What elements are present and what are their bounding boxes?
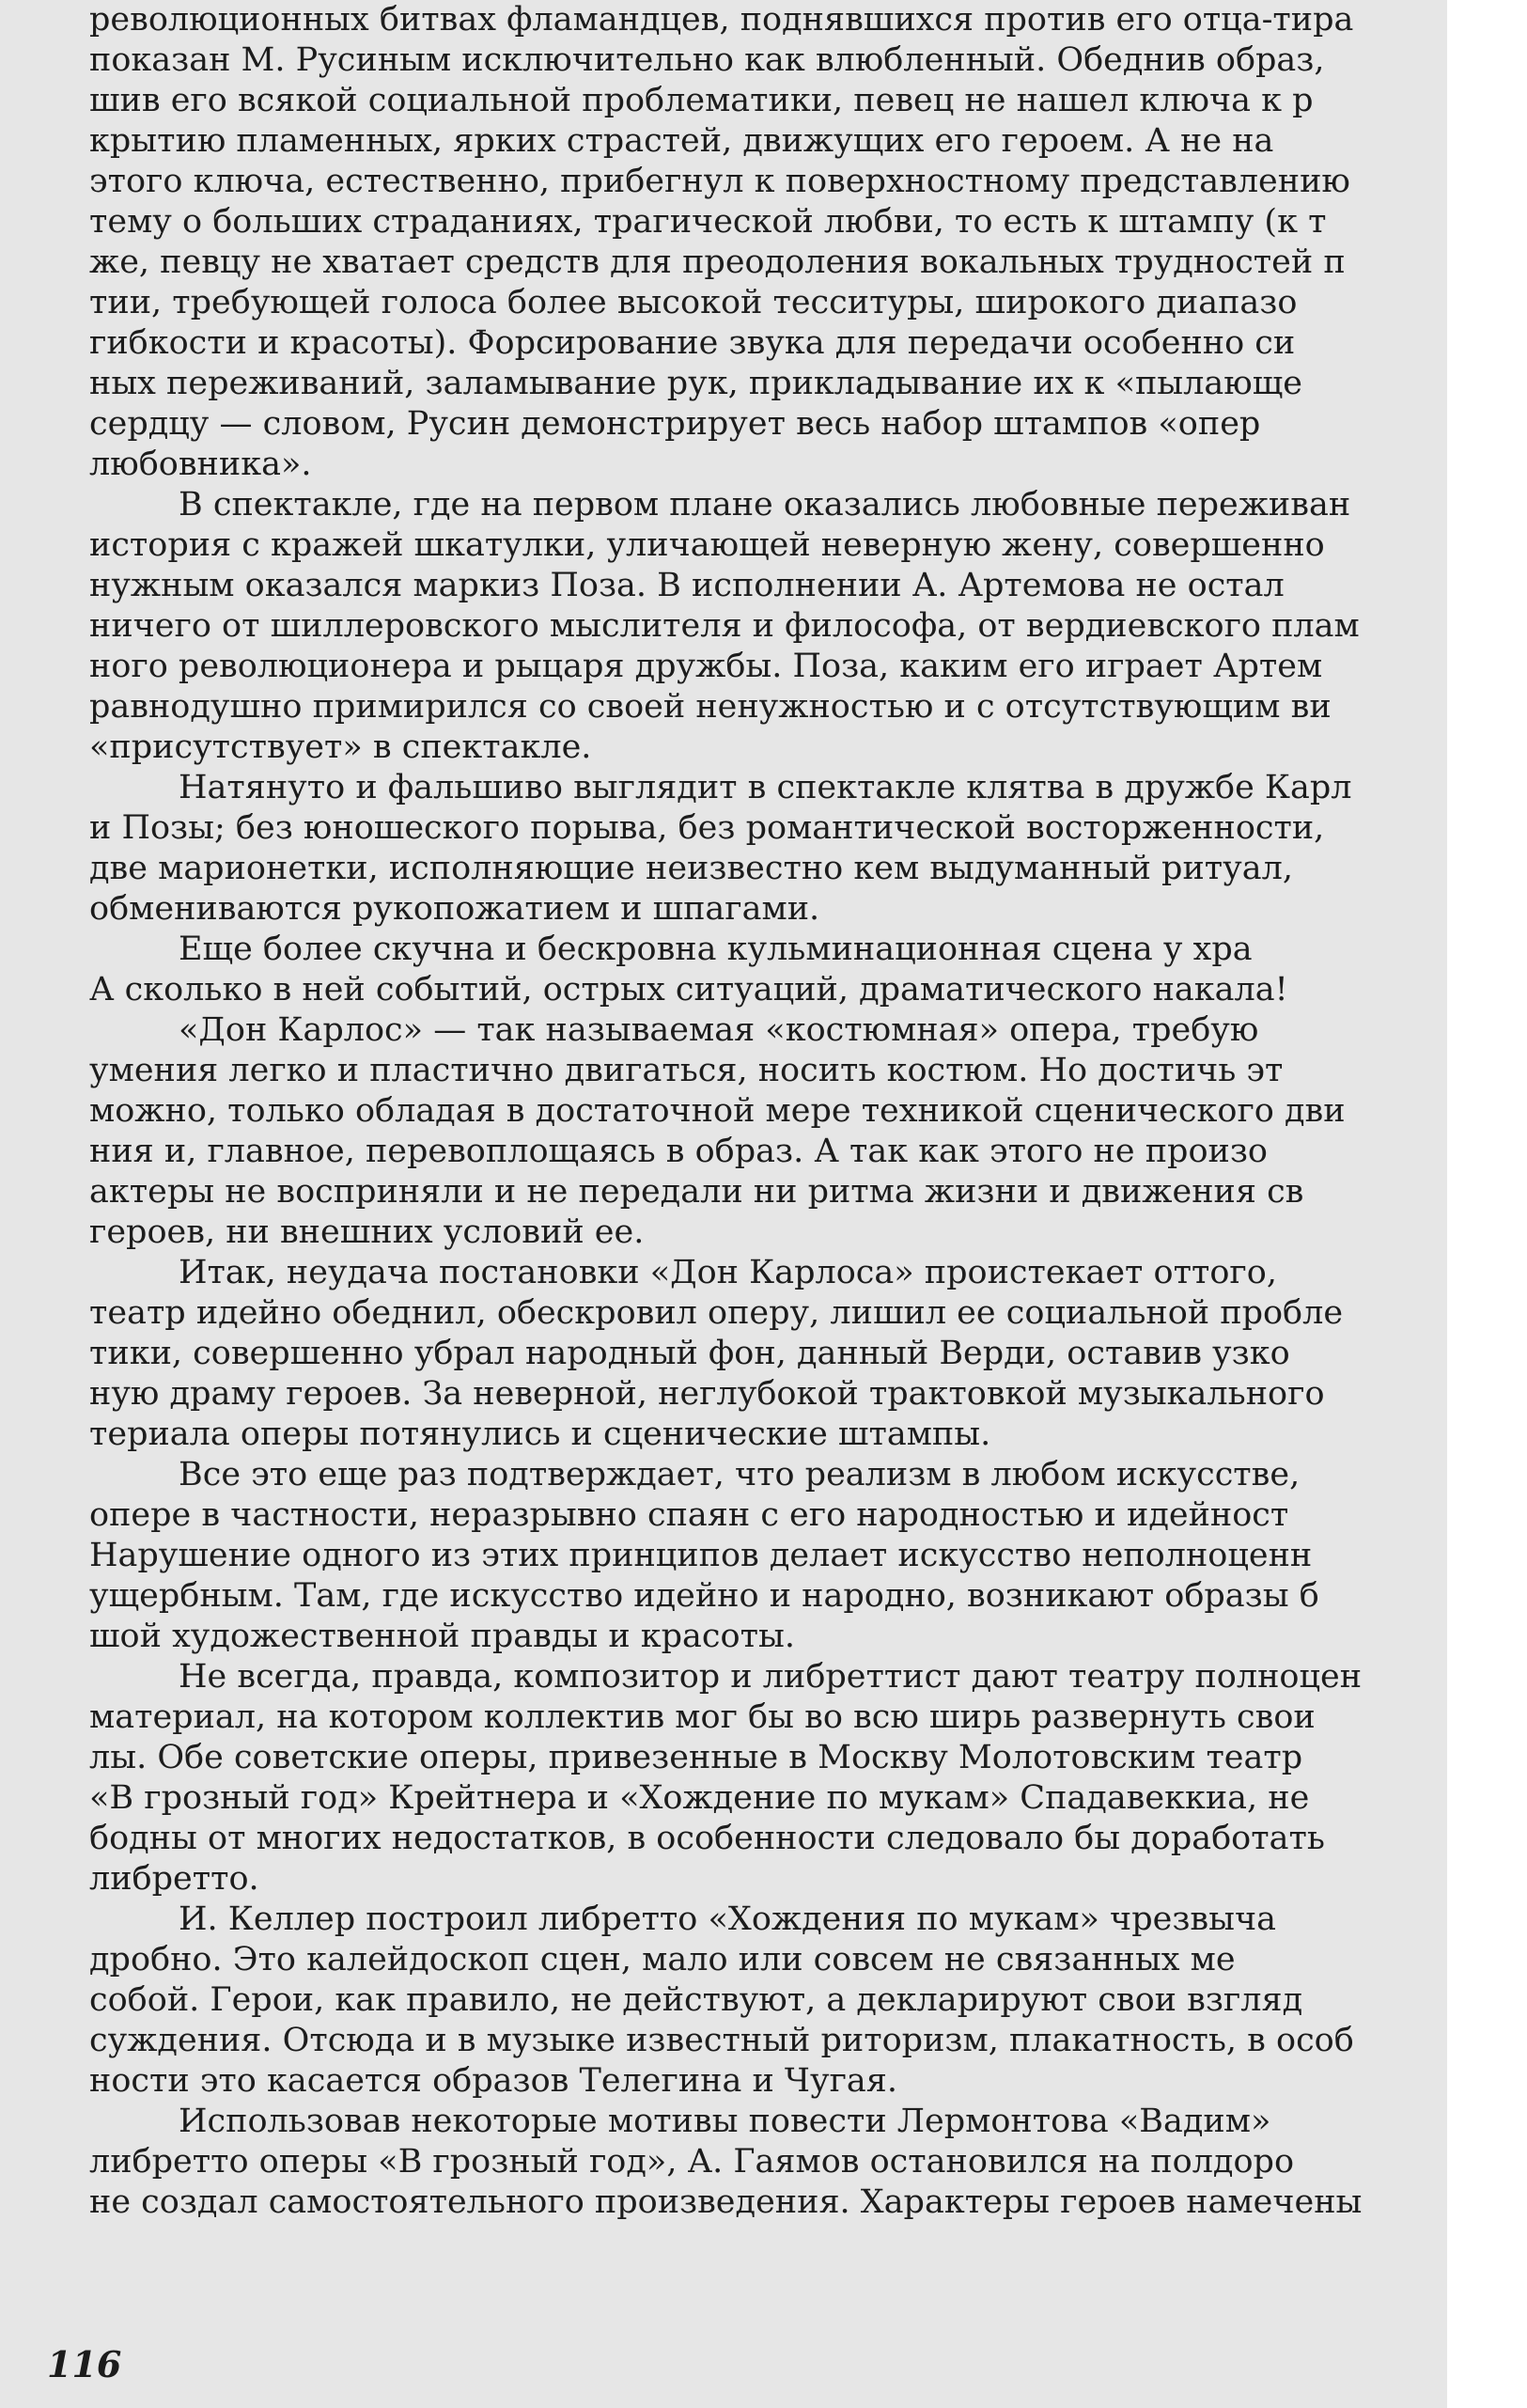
text-line: ущербным. Там, где искусство идейно и народно, возникают образы б — [89, 1577, 1319, 1615]
scan-margin — [1447, 0, 1527, 2408]
text-line: лы. Обе советские оперы, привезенные в Москву Молотовским театр — [89, 1739, 1303, 1776]
text-line: революционных битвах фламандцев, поднявшихся против его отца-тира — [89, 1, 1354, 39]
text-line: Итак, неудача постановки «Дон Карлоса» проистекает оттого, — [179, 1254, 1277, 1291]
text-line: ного революционера и рыцаря дружбы. Поза, каким его играет Артем — [89, 648, 1323, 685]
text-line: Нарушение одного из этих принципов делает искусство неполноценн — [89, 1537, 1313, 1574]
text-line: история с кражей шкатулки, уличающей неверную жену, совершенно — [89, 526, 1325, 564]
text-line: Не всегда, правда, композитор и либреттист дают театру полноцен — [179, 1658, 1363, 1696]
text-line: тии, требующей голоса более высокой тесситуры, широкого диапазо — [89, 284, 1298, 321]
text-line: ную драму героев. За неверной, неглубокой трактовкой музыкального — [89, 1375, 1325, 1413]
text-line: шив его всякой социальной проблематики, певец не нашел ключа к р — [89, 82, 1314, 119]
text-line: В спектакле, где на первом плане оказались любовные переживан — [179, 486, 1351, 524]
text-line: этого ключа, естественно, прибегнул к поверхностному представлению — [89, 163, 1350, 200]
body-text — [89, 0, 1447, 2223]
text-line: либретто. — [89, 1860, 259, 1898]
text-line: териала оперы потянулись и сценические штампы. — [89, 1415, 991, 1453]
text-line: ничего от шиллеровского мыслителя и философа, от вердиевского плам — [89, 607, 1360, 645]
text-line: любовника». — [89, 446, 312, 483]
text-line: театр идейно обеднил, обескровил оперу, лишил ее социальной пробле — [89, 1294, 1344, 1332]
text-line: ных переживаний, заламывание рук, прикладывание их к «пылающе — [89, 365, 1302, 402]
text-line: крытию пламенных, ярких страстей, движущих его героем. А не на — [89, 122, 1274, 160]
text-line: «Дон Карлос» — так называемая «костюмная» опера, требую — [179, 1011, 1259, 1049]
text-line: либретто оперы «В грозный год», А. Гаямов остановился на полдорo — [89, 2143, 1295, 2181]
text-line: обмениваются рукопожатием и шпагами. — [89, 890, 820, 928]
text-line: сердцу — словом, Русин демонстрирует весь набор штампов «опер — [89, 405, 1261, 443]
text-line: гибкости и красоты). Форсирование звука для передачи особенно си — [89, 324, 1296, 362]
text-line: «присутствует» в спектакле. — [89, 728, 592, 766]
text-line: И. Келлер построил либретто «Хождения по мукам» чрезвыча — [179, 1900, 1276, 1938]
text-line: шой художественной правды и красоты. — [89, 1618, 795, 1655]
text-line: суждения. Отсюда и в музыке известный риторизм, плакатность, в особ — [89, 2022, 1354, 2059]
text-line: можно, только обладая в достаточной мере техникой сценического дви — [89, 1092, 1346, 1130]
text-line: героев, ни внешних условий ее. — [89, 1213, 645, 1251]
text-line: же, певцу не хватает средств для преодоления вокальных трудностей п — [89, 243, 1346, 281]
text-line: нужным оказался маркиз Поза. В исполнении А. Артемова не остал — [89, 567, 1285, 604]
text-line: ния и, главное, перевоплощаясь в образ. А так как этого не произо — [89, 1133, 1269, 1170]
text-line: бодны от многих недостатков, в особенности следовало бы доработать — [89, 1820, 1325, 1857]
text-line: А сколько в ней событий, острых ситуаций, драматического накала! — [89, 971, 1288, 1009]
text-line: равнодушно примирился со своей ненужностью и с отсутствующим ви — [89, 688, 1332, 726]
text-line: тему о больших страданиях, трагической любви, то есть к штампу (к т — [89, 203, 1327, 241]
text-line: и Позы; без юношеского порыва, без романтической восторженности, — [89, 809, 1325, 847]
text-line: показан М. Русиным исключительно как влюбленный. Обеднив образ, — [89, 41, 1325, 79]
text-line: ности это касается образов Телегина и Чугая. — [89, 2062, 897, 2100]
page-number: 116 — [47, 2343, 122, 2385]
text-line: не создал самостоятельного произведения. Характеры героев намечены — [89, 2183, 1363, 2221]
text-line: тики, совершенно убрал народный фон, данный Верди, оставив узко — [89, 1335, 1290, 1372]
text-line: «В грозный год» Крейтнера и «Хождение по мукам» Спадавеккиа, не — [89, 1779, 1310, 1817]
text-line: умения легко и пластично двигаться, носить костюм. Но достичь эт — [89, 1052, 1284, 1089]
text-line: Натянуто и фальшиво выглядит в спектакле клятва в дружбе Карл — [179, 769, 1352, 806]
text-line: две марионетки, исполняющие неизвестно кем выдуманный ритуал, — [89, 850, 1293, 887]
text-line: Все это еще раз подтверждает, что реализм в любом искусстве, — [179, 1456, 1301, 1493]
text-line: опере в частности, неразрывно спаян с его народностью и идейност — [89, 1496, 1289, 1534]
text-line: собой. Герои, как правило, не действуют, а декларируют свои взгляд — [89, 1981, 1303, 2019]
text-line: актеры не восприняли и не передали ни ритма жизни и движения св — [89, 1173, 1304, 1211]
text-line: материал, на котором коллектив мог бы во всю ширь развернуть свои — [89, 1698, 1316, 1736]
text-line: дробно. Это калейдоскоп сцен, мало или совсем не связанных ме — [89, 1941, 1236, 1978]
text-line: Еще более скучна и бескровна кульминационная сцена у хра — [179, 930, 1253, 968]
text-line: Использовав некоторые мотивы повести Лермонтова «Вадим» — [179, 2103, 1271, 2140]
